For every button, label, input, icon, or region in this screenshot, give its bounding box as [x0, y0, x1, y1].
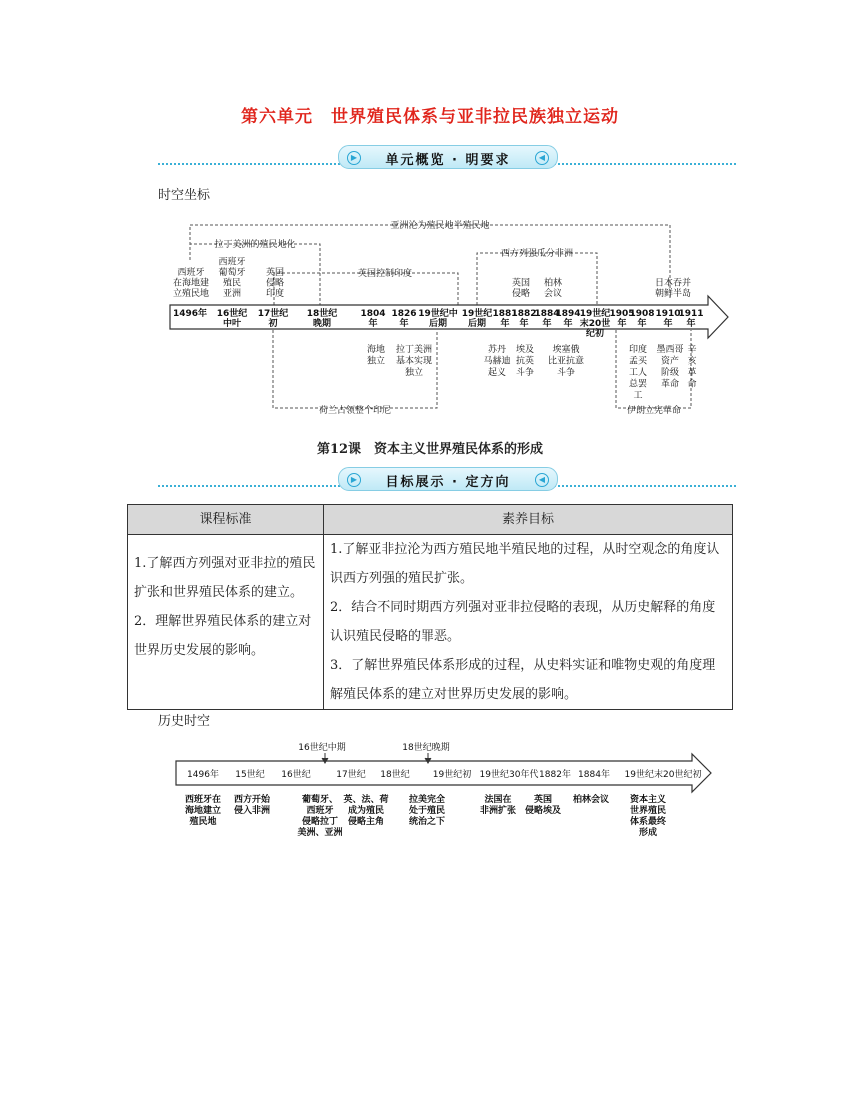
- bracket-asia: 亚洲沦为殖民地半殖民地: [390, 221, 490, 231]
- timeline-1-tick-0: 1496年: [172, 309, 208, 319]
- timeline-1-event-below-1: 拉丁美洲基本实现独立: [395, 345, 433, 378]
- timeline-1-event-above-2: 英国侵略印度: [265, 268, 285, 299]
- goal-3: 3．了解世界殖民体系形成的过程，从史料实证和唯物史观的角度理解殖民体系的建立对世界历史发展的影响。: [330, 658, 716, 702]
- play-icon: ▶: [347, 473, 361, 487]
- bracket-iran: 伊朗立宪革命: [626, 406, 682, 416]
- play-icon: ▶: [347, 151, 361, 165]
- timeline-1-tick-6: 19世纪中后期: [418, 309, 458, 329]
- timeline-1-tick-8: 1881 年: [492, 309, 518, 329]
- bracket-africa: 西方列强瓜分非洲: [500, 249, 574, 259]
- timeline-1-tick-10: 1884 年: [534, 309, 560, 329]
- timeline-1-tick-11: 1894 年: [555, 309, 581, 329]
- unit-title: 第六单元 世界殖民体系与亚非拉民族独立运动: [241, 107, 619, 127]
- timeline-1-tick-5: 1826 年: [391, 309, 417, 329]
- timeline-2-event-above-1: 18世纪晚期: [402, 743, 450, 753]
- timeline-2-tick-3: 17世纪: [336, 770, 366, 780]
- bracket-latin: 拉丁美洲的殖民地化: [214, 240, 296, 250]
- timeline-2-tick-4: 18世纪: [380, 770, 410, 780]
- timeline-2-tick-5: 19世纪初: [432, 770, 472, 780]
- timeline-1-event-above-4: 柏林会议: [543, 278, 563, 299]
- timeline-1-tick-9: 1882 年: [511, 309, 537, 329]
- timeline-1-tick-12: 19世纪末20世纪初: [579, 309, 611, 339]
- timeline-2-event-below-7: 柏林会议: [572, 795, 610, 805]
- timeline-1-tick-16: 1911 年: [678, 309, 704, 329]
- section-label-timeline: 时空坐标: [158, 188, 211, 203]
- timeline-1-event-above-3: 英国侵略: [511, 278, 531, 299]
- goals-banner-text: 目标展示 · 定方向: [385, 475, 511, 490]
- timeline-2-event-above-0: 16世纪中期: [298, 743, 346, 753]
- timeline-2-tick-9: 19世纪末20世纪初: [624, 770, 702, 780]
- bracket-india: 英国控制印度: [357, 269, 413, 279]
- timeline-1-event-below-7: 辛亥革命: [687, 345, 697, 390]
- timeline-1-tick-14: 1908 年: [629, 309, 655, 329]
- timeline-1-event-below-4: 埃塞俄比亚抗意斗争: [547, 345, 585, 378]
- timeline-1-event-below-0: 海地独立: [366, 345, 386, 367]
- timeline-2-event-below-5: 法国在非洲扩张: [479, 795, 517, 816]
- goal-1: 1.了解亚非拉沦为西方殖民地半殖民地的过程，从时空观念的角度认识西方列强的殖民扩张。: [330, 542, 720, 586]
- timeline-1-tick-7: 19世纪后期: [461, 309, 493, 329]
- timeline-2-tick-0: 1496年: [187, 770, 219, 780]
- timeline-2-event-below-2: 葡萄牙、西班牙侵略拉丁美洲、亚洲: [297, 795, 343, 838]
- timeline-1-event-below-6: 墨西哥资产阶级革命: [656, 345, 684, 390]
- timeline-2-tick-6: 19世纪30年代: [479, 770, 539, 780]
- bracket-indonesia: 荷兰占领整个印尼: [318, 406, 392, 416]
- timeline-1-tick-3: 18世纪晚期: [306, 309, 338, 329]
- lesson-title: 第12课 资本主义世界殖民体系的形成: [316, 442, 544, 457]
- standard-2: 2．理解世界殖民体系的建立对世界历史发展的影响。: [134, 614, 312, 658]
- timeline-1-event-above-0: 西班牙在海地建立殖民地: [172, 268, 210, 299]
- timeline-2-tick-1: 15世纪: [235, 770, 265, 780]
- goal-2: 2．结合不同时期西方列强对亚非拉侵略的表现，从历史解释的角度认识殖民侵略的罪恶。: [330, 600, 716, 644]
- header-literacy-goal: 素养目标: [324, 505, 733, 535]
- timeline-2-event-below-6: 英国侵略埃及: [524, 795, 562, 816]
- back-icon: ◀: [535, 151, 549, 165]
- timeline-1-tick-2: 17世纪初: [257, 309, 289, 329]
- timeline-1-tick-4: 1804 年: [360, 309, 386, 329]
- timeline-1-event-above-1: 西班牙葡萄牙殖民亚洲: [218, 257, 246, 299]
- timeline-1-event-below-2: 苏丹马赫迪起义: [483, 345, 511, 378]
- timeline-1-event-above-5: 日本吞并朝鲜半岛: [654, 278, 692, 299]
- timeline-2-tick-8: 1884年: [578, 770, 610, 780]
- timeline-1-tick-13: 1905 年: [609, 309, 635, 329]
- timeline-2-event-below-8: 资本主义世界殖民体系最终形成: [629, 795, 667, 838]
- section-label-history: 历史时空: [158, 714, 211, 729]
- back-icon: ◀: [535, 473, 549, 487]
- timeline-2-tick-7: 1882年: [539, 770, 571, 780]
- timeline-2-event-below-0: 西班牙在海地建立殖民地: [184, 795, 222, 827]
- timeline-2-tick-2: 16世纪: [281, 770, 311, 780]
- overview-banner-text: 单元概览 · 明要求: [385, 153, 511, 168]
- timeline-1-tick-15: 1910 年: [655, 309, 681, 329]
- header-course-standard: 课程标准: [128, 505, 324, 535]
- timeline-1-event-below-3: 埃及抗英斗争: [515, 345, 535, 378]
- timeline-1-tick-1: 16世纪中叶: [216, 309, 248, 329]
- timeline-1-event-below-5: 印度孟买工人总罢工: [628, 345, 648, 401]
- timeline-2-event-below-4: 拉美完全处于殖民统治之下: [408, 795, 446, 827]
- timeline-2-event-below-1: 西方开始侵入非洲: [233, 795, 271, 816]
- standard-1: 1.了解西方列强对亚非拉的殖民扩张和世界殖民体系的建立。: [134, 556, 316, 600]
- timeline-2-event-below-3: 英、法、荷成为殖民侵略主角: [343, 795, 389, 827]
